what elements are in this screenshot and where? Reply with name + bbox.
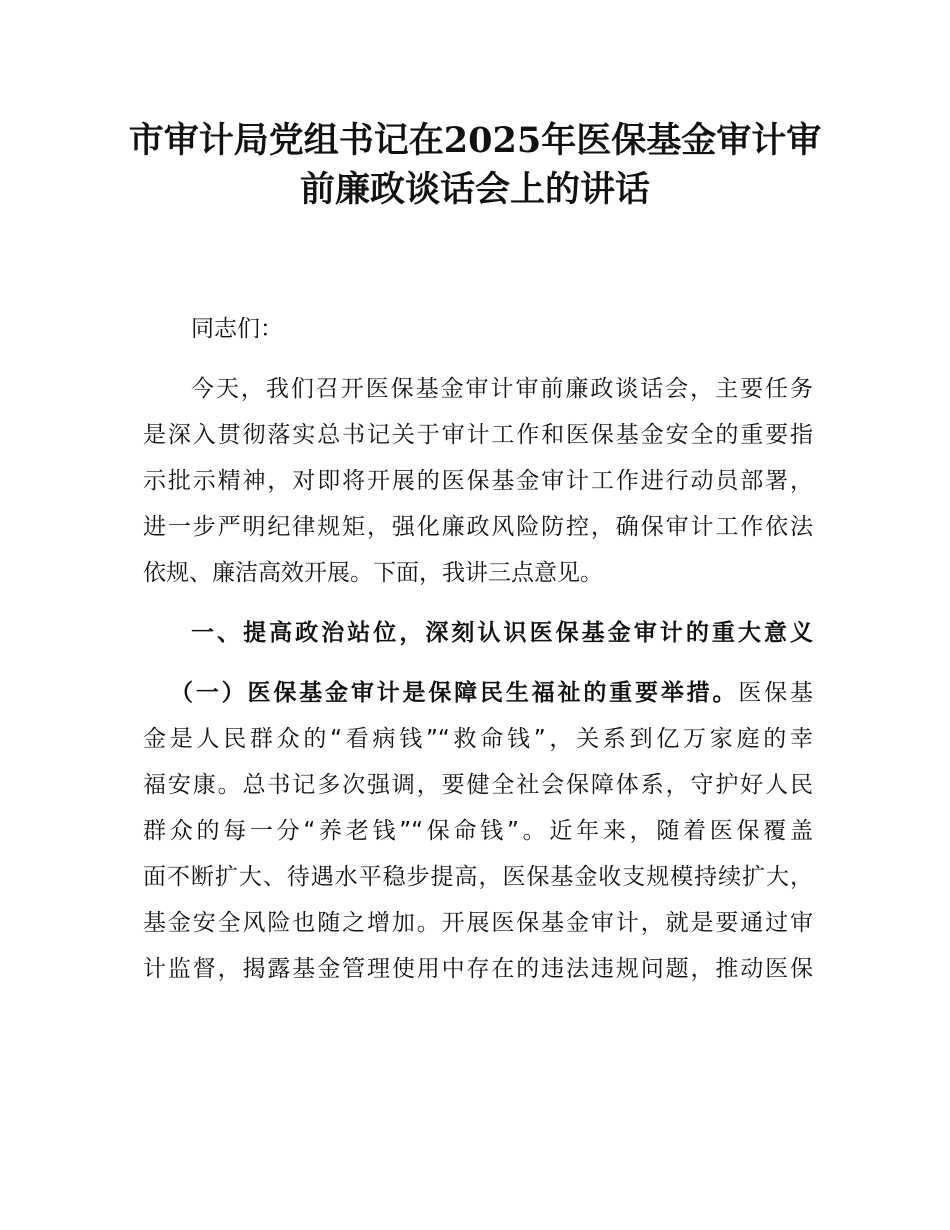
paragraph-line: 今天，我们召开医保基金审计审前廉政谈话会，主要任务 xyxy=(191,376,813,402)
subsection-lead-line xyxy=(170,673,813,713)
section-heading: 一、提高政治站位，深刻认识医保基金审计的重大意义 xyxy=(191,620,813,646)
paragraph-line: 基金安全风险也随之增加。开展医保基金审计，就是要通过审 xyxy=(143,910,813,936)
paragraph-line: 金是人民群众的“看病钱”“救命钱”，关系到亿万家庭的幸 xyxy=(143,726,813,752)
subsection-lead-text: 医保基 xyxy=(738,680,814,706)
document-title-line-1: 市审计局党组书记在2025年医保基金审计审 xyxy=(128,120,822,161)
paragraph-line: 示批示精神，对即将开展的医保基金审计工作进行动员部署， xyxy=(143,468,813,494)
salutation: 同志们： xyxy=(191,316,283,342)
paragraph-line: 进一步严明纪律规矩，强化廉政风险防控，确保审计工作依法 xyxy=(143,514,813,540)
paragraph-line: 是深入贯彻落实总书记关于审计工作和医保基金安全的重要指 xyxy=(143,422,813,448)
document-title-line-2: 前廉政谈话会上的讲话 xyxy=(299,169,650,210)
paragraph-line: 群众的每一分“养老钱”“保命钱”。近年来，随着医保覆盖 xyxy=(143,818,813,844)
paragraph-line: 计监督，揭露基金管理使用中存在的违法违规问题，推动医保 xyxy=(143,956,813,982)
subsection-heading: （一）医保基金审计是保障民生福祉的重要举措。 xyxy=(170,680,739,706)
paragraph-line: 依规、廉洁高效开展。下面，我讲三点意见。 xyxy=(143,560,603,586)
paragraph-line: 福安康。总书记多次强调，要健全社会保障体系，守护好人民 xyxy=(143,772,813,798)
paragraph-line: 面不断扩大、待遇水平稳步提高，医保基金收支规模持续扩大， xyxy=(143,864,813,890)
